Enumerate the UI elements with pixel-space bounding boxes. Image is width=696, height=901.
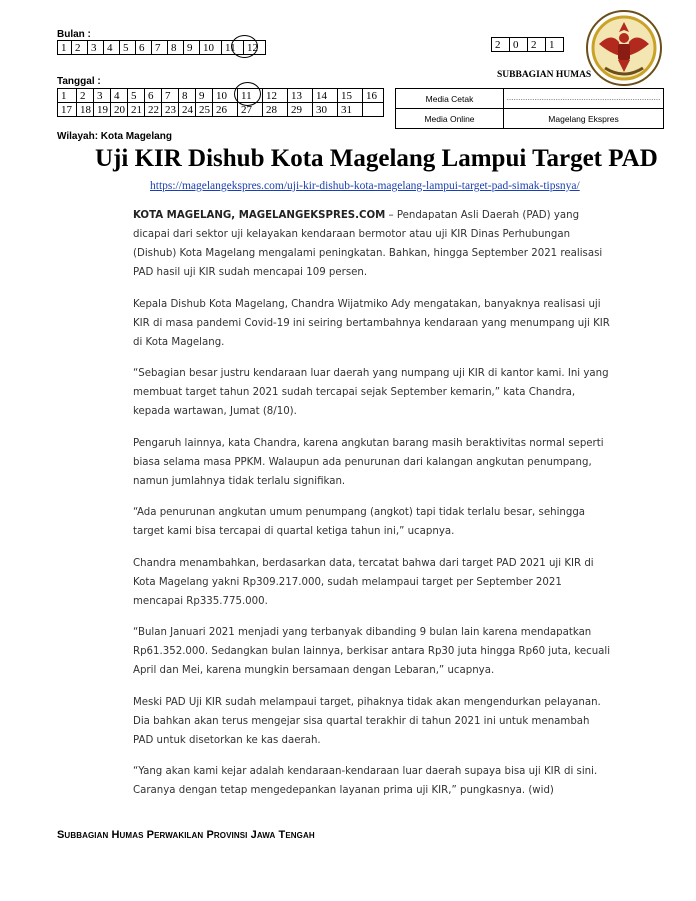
bulan-cell: 8 xyxy=(168,41,184,55)
tanggal-cell: 1 xyxy=(58,89,77,103)
bulan-cell: 9 xyxy=(184,41,200,55)
tanggal-cell: 10 xyxy=(213,89,238,103)
article-lead xyxy=(133,206,613,282)
tanggal-cell: 11 xyxy=(238,89,263,103)
tanggal-cell: 9 xyxy=(196,89,213,103)
footer-text: Subbagian Humas Perwakilan Provinsi Jawa Tengah xyxy=(57,829,315,841)
bulan-cell: 4 xyxy=(104,41,120,55)
article-paragraph: “Yang akan kami kejar adalah kendaraan-kendaraan luar daerah supaya bisa uji KIR di sini. Caranya dengan tetap mengedepankan layanan prima uji KIR,” pungkasnya. (wid) xyxy=(133,766,598,796)
tanggal-cell: 30 xyxy=(313,103,338,117)
tanggal-cell: 20 xyxy=(111,103,128,117)
tanggal-cell: 17 xyxy=(58,103,77,117)
year-digit-cell: 2 xyxy=(528,38,546,52)
tanggal-cell: 24 xyxy=(179,103,196,117)
bulan-cell: 5 xyxy=(120,41,136,55)
tanggal-cell: 16 xyxy=(363,89,384,103)
tanggal-cell: 22 xyxy=(145,103,162,117)
tanggal-cell: 8 xyxy=(179,89,196,103)
article-title: Uji KIR Dishub Kota Magelang Lampui Target PAD xyxy=(95,145,658,172)
tanggal-cell: 31 xyxy=(338,103,363,117)
article-paragraph: Chandra menambahkan, berdasarkan data, tercatat bahwa dari target PAD 2021 uji KIR di Kota Magelang yakni Rp309.217.000, sudah melampaui target per September 2021 mencapai Rp335.775.000. xyxy=(133,557,594,607)
tanggal-cell: 7 xyxy=(162,89,179,103)
tanggal-table xyxy=(57,88,384,117)
article-body xyxy=(133,206,613,813)
tanggal-cell: 25 xyxy=(196,103,213,117)
media-table xyxy=(395,88,664,129)
tanggal-cell: 6 xyxy=(145,89,162,103)
subbagian-label: SUBBAGIAN HUMAS xyxy=(497,70,592,80)
bulan-cell: 12 xyxy=(244,41,266,55)
bulan-cell: 11 xyxy=(222,41,244,55)
lead-dateline: KOTA MAGELANG, MAGELANGEKSPRES.COM xyxy=(133,210,386,221)
bulan-cell: 3 xyxy=(88,41,104,55)
year-digit-cell: 2 xyxy=(492,38,510,52)
article-paragraph: “Sebagian besar justru kendaraan luar daerah yang numpang uji KIR di kantor kami. Ini yang membuat target tahun 2021 sudah tercapai sejak September kemarin,” kata Chandra, kepada wartawan, Jumat (8/10). xyxy=(133,368,609,417)
tanggal-cell: 29 xyxy=(288,103,313,117)
article-paragraph: Meski PAD Uji KIR sudah melampaui target, pihaknya tidak akan mengendurkan pelayanan. Dia bahkan akan terus mengejar sisa quartal terakhir di tahun 2021 ini untuk menambah PAD untuk disetorkan ke kas daerah. xyxy=(133,696,601,746)
article-url-link[interactable]: https://magelangekspres.com/uji-kir-dishub-kota-magelang-lampui-target-pad-simak-tipsnya/ xyxy=(150,180,580,192)
article-paragraph: “Bulan Januari 2021 menjadi yang terbanyak dibanding 9 bulan lain karena mendapatkan Rp61.352.000. Sedangkan bulan lainnya, berkisar antara Rp30 juta hingga Rp60 juta, kecuali April dan Mei, karena mungkin bersamaan dengan Lebaran,” ucapnya. xyxy=(133,627,611,676)
wilayah-label: Wilayah: Kota Magelang xyxy=(57,131,172,142)
bulan-cell: 7 xyxy=(152,41,168,55)
article-paragraph: Pengaruh lainnya, kata Chandra, karena angkutan barang masih beraktivitas normal seperti biasa selama masa PPKM. Walaupun ada penurunan dari kalangan angkutan penumpang, namun jumlahnya tidak terlalu signifikan. xyxy=(133,437,604,487)
bulan-label: Bulan : xyxy=(57,29,91,40)
bulan-cell: 2 xyxy=(72,41,88,55)
tanggal-cell: 26 xyxy=(213,103,238,117)
year-digit-cell: 1 xyxy=(546,38,564,52)
tanggal-cell: 4 xyxy=(111,89,128,103)
tanggal-cell: 19 xyxy=(94,103,111,117)
tanggal-label: Tanggal : xyxy=(57,76,101,87)
tanggal-cell: 5 xyxy=(128,89,145,103)
bulan-cell: 10 xyxy=(200,41,222,55)
tanggal-cell: 12 xyxy=(263,89,288,103)
tanggal-cell: 3 xyxy=(94,89,111,103)
tanggal-cell: 28 xyxy=(263,103,288,117)
tanggal-cell xyxy=(363,103,384,117)
bulan-cell: 6 xyxy=(136,41,152,55)
tanggal-cell: 14 xyxy=(313,89,338,103)
media-cetak-value: ………………………………………………………… xyxy=(504,89,664,109)
tanggal-cell: 2 xyxy=(77,89,94,103)
bulan-cell: 1 xyxy=(58,41,72,55)
media-cetak-label: Media Cetak xyxy=(396,89,504,109)
media-online-value: Magelang Ekspres xyxy=(504,109,664,129)
bulan-table xyxy=(57,40,266,55)
tanggal-cell: 18 xyxy=(77,103,94,117)
year-digit-cell: 0 xyxy=(510,38,528,52)
tanggal-cell: 15 xyxy=(338,89,363,103)
article-paragraph: Kepala Dishub Kota Magelang, Chandra Wijatmiko Ady mengatakan, banyaknya realisasi uji KIR di masa pandemi Covid-19 ini seiring bertambahnya kendaraan yang menumpang uji KIR di Kota Magelang. xyxy=(133,298,610,348)
tanggal-cell: 21 xyxy=(128,103,145,117)
article-paragraph: “Ada penurunan angkutan umum penumpang (angkot) tapi tidak terlalu besar, sehingga target kami bisa tercapai di quartal ketiga tahun ini,” ucapnya. xyxy=(133,507,586,537)
tanggal-cell: 27 xyxy=(238,103,263,117)
tanggal-cell: 13 xyxy=(288,89,313,103)
media-online-label: Media Online xyxy=(396,109,504,129)
year-table xyxy=(491,37,564,52)
garuda-emblem-icon xyxy=(585,8,663,88)
lead-text: – Pendapatan Asli Daerah (PAD) yang dicapai dari sektor uji kelayakan kendaraan bermotor atau uji KIR Dinas Perhubungan (Dishub) Kota Magelang mengalami peningkatan. Bahkan, hingga September 2021 realisasi PAD hasil uji KIR sudah mencapai 109 persen. xyxy=(133,210,603,278)
tanggal-cell: 23 xyxy=(162,103,179,117)
